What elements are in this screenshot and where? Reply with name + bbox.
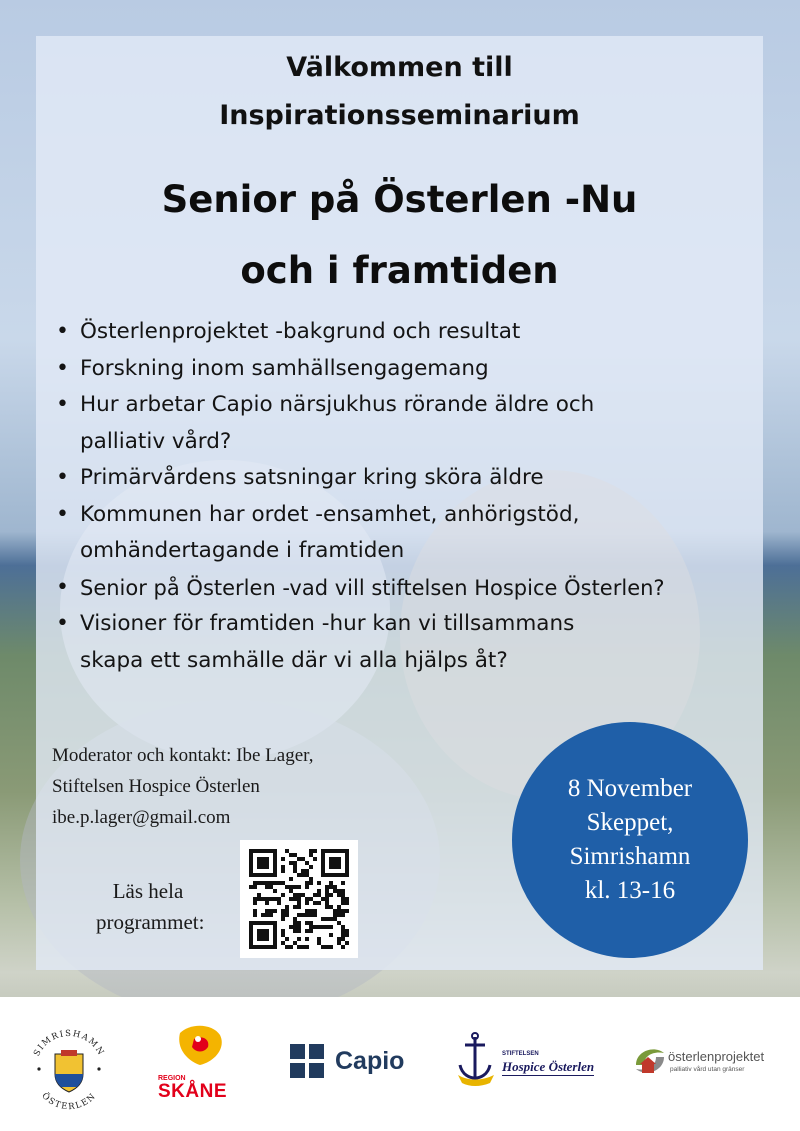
qr-module bbox=[289, 877, 293, 881]
qr-module bbox=[309, 881, 313, 885]
hospice-name-label: Hospice Österlen bbox=[502, 1059, 595, 1074]
qr-module bbox=[325, 945, 329, 949]
qr-module bbox=[345, 909, 349, 913]
qr-module bbox=[341, 881, 345, 885]
qr-module bbox=[305, 869, 309, 873]
qr-module bbox=[329, 933, 333, 937]
hospice-osterlen-logo bbox=[450, 1031, 610, 1091]
qr-module bbox=[329, 945, 333, 949]
qr-module bbox=[293, 905, 297, 909]
qr-module bbox=[293, 893, 297, 897]
qr-module bbox=[281, 881, 285, 885]
qr-module bbox=[297, 857, 301, 861]
qr-module bbox=[337, 941, 341, 945]
capio-label: Capio bbox=[335, 1047, 405, 1075]
qr-module bbox=[293, 921, 297, 925]
qr-label-line1: Läs hela bbox=[112, 879, 184, 903]
qr-module bbox=[289, 889, 293, 893]
qr-module bbox=[317, 901, 321, 905]
qr-module bbox=[257, 881, 261, 885]
simrishamn-seal-icon bbox=[24, 1024, 114, 1114]
qr-module bbox=[301, 869, 305, 873]
qr-module bbox=[257, 897, 261, 901]
qr-label bbox=[96, 876, 205, 938]
qr-module bbox=[285, 909, 289, 913]
qr-module bbox=[337, 893, 341, 897]
welcome-heading-line2: Inspirationsseminarium bbox=[219, 100, 580, 131]
qr-module bbox=[309, 921, 313, 925]
qr-module bbox=[341, 901, 345, 905]
qr-module bbox=[285, 885, 289, 889]
agenda-item-text-cont: palliativ vård? bbox=[80, 428, 232, 454]
contact-moderator: Moderator och kontakt: Ibe Lager, bbox=[52, 745, 314, 766]
qr-module bbox=[333, 917, 337, 921]
qr-module bbox=[293, 861, 297, 865]
qr-module bbox=[313, 913, 317, 917]
qr-module bbox=[273, 909, 277, 913]
qr-module bbox=[337, 913, 341, 917]
qr-module bbox=[297, 893, 301, 897]
qr-module bbox=[325, 893, 329, 897]
qr-module bbox=[285, 849, 289, 853]
qr-module bbox=[313, 901, 317, 905]
agenda-item-text: Österlenprojektet -bakgrund och resultat bbox=[80, 319, 521, 344]
qr-module bbox=[329, 905, 333, 909]
qr-module bbox=[269, 913, 273, 917]
agenda-item bbox=[50, 460, 760, 497]
title-line2: och i framtiden bbox=[240, 249, 559, 292]
osterlenprojektet-logo bbox=[630, 1041, 790, 1087]
qr-module bbox=[301, 913, 305, 917]
region-label: REGION bbox=[158, 1075, 186, 1082]
contact-block bbox=[52, 740, 313, 833]
agenda-item-text: Primärvårdens satsningar kring sköra äldre bbox=[80, 465, 544, 490]
qr-module bbox=[297, 921, 301, 925]
qr-module bbox=[317, 925, 321, 929]
qr-module bbox=[309, 853, 313, 857]
qr-code-graphic bbox=[240, 840, 358, 958]
qr-module bbox=[289, 853, 293, 857]
event-venue: Skeppet, bbox=[586, 809, 674, 836]
qr-module bbox=[341, 889, 345, 893]
qr-module bbox=[277, 881, 281, 885]
qr-module bbox=[333, 889, 337, 893]
qr-module bbox=[317, 893, 321, 897]
qr-module bbox=[297, 905, 301, 909]
qr-module bbox=[297, 873, 301, 877]
qr-module bbox=[333, 913, 337, 917]
title-line1: Senior på Österlen -Nu bbox=[161, 178, 638, 221]
qr-module bbox=[325, 917, 329, 921]
qr-module bbox=[269, 909, 273, 913]
qr-module bbox=[289, 925, 293, 929]
qr-module bbox=[253, 881, 257, 885]
qr-module bbox=[329, 885, 333, 889]
qr-module bbox=[305, 881, 309, 885]
qr-module bbox=[297, 885, 301, 889]
qr-module bbox=[305, 861, 309, 865]
qr-module bbox=[309, 877, 313, 881]
qr-module bbox=[337, 937, 341, 941]
welcome-heading-line1: Välkommen till bbox=[286, 52, 513, 83]
qr-module bbox=[305, 909, 309, 913]
qr-module bbox=[301, 857, 305, 861]
qr-module bbox=[297, 897, 301, 901]
qr-module bbox=[309, 849, 313, 853]
osterlen-tagline-label: palliativ vård utan gränser bbox=[670, 1066, 745, 1073]
agenda-list bbox=[50, 314, 760, 679]
hospice-foundation-label: STIFTELSEN bbox=[502, 1051, 539, 1057]
qr-module bbox=[297, 925, 301, 929]
anchor-icon bbox=[450, 1031, 500, 1089]
qr-module bbox=[325, 905, 329, 909]
region-skane-griffin-icon bbox=[150, 1025, 245, 1073]
qr-module bbox=[309, 925, 313, 929]
qr-module bbox=[305, 873, 309, 877]
qr-module bbox=[309, 865, 313, 869]
qr-module bbox=[285, 937, 289, 941]
simrishamn-logo bbox=[24, 1024, 114, 1114]
qr-module bbox=[345, 897, 349, 901]
qr-module bbox=[293, 869, 297, 873]
agenda-item bbox=[50, 351, 760, 388]
agenda-item-text: Kommunen har ordet -ensamhet, anhörigstöd, bbox=[80, 501, 580, 527]
qr-module bbox=[257, 893, 261, 897]
qr-module bbox=[321, 917, 325, 921]
capio-logo bbox=[290, 1044, 420, 1080]
qr-module bbox=[261, 897, 265, 901]
qr-module bbox=[265, 885, 269, 889]
qr-module bbox=[313, 925, 317, 929]
agenda-item bbox=[50, 387, 760, 460]
qr-module bbox=[329, 857, 341, 869]
qr-module bbox=[317, 941, 321, 945]
agenda-item bbox=[50, 570, 760, 607]
qr-module bbox=[285, 905, 289, 909]
qr-module bbox=[281, 909, 285, 913]
qr-module bbox=[329, 917, 333, 921]
qr-module bbox=[309, 897, 313, 901]
qr-module bbox=[293, 917, 297, 921]
qr-module bbox=[305, 897, 309, 901]
qr-module bbox=[329, 881, 333, 885]
qr-module bbox=[321, 945, 325, 949]
qr-module bbox=[265, 909, 269, 913]
qr-module bbox=[325, 897, 329, 901]
qr-module bbox=[337, 905, 341, 909]
agenda-item-text-cont: omhändertagande i framtiden bbox=[80, 538, 405, 563]
qr-module bbox=[341, 937, 345, 941]
qr-module bbox=[281, 933, 285, 937]
qr-module bbox=[281, 941, 285, 945]
qr-module bbox=[313, 909, 317, 913]
qr-module bbox=[289, 945, 293, 949]
qr-module bbox=[277, 901, 281, 905]
qr-module bbox=[297, 937, 301, 941]
qr-module bbox=[329, 925, 333, 929]
svg-text:ÖSTERLEN: ÖSTERLEN bbox=[39, 1091, 99, 1113]
qr-module bbox=[305, 885, 309, 889]
agenda-item bbox=[50, 497, 760, 570]
qr-module bbox=[257, 929, 269, 941]
event-city: Simrishamn bbox=[569, 843, 691, 870]
osterlen-name-label: österlenprojektet bbox=[668, 1049, 765, 1064]
qr-module bbox=[341, 897, 345, 901]
qr-module bbox=[281, 913, 285, 917]
qr-module bbox=[317, 881, 321, 885]
qr-module bbox=[301, 873, 305, 877]
capio-square-icon bbox=[290, 1044, 324, 1078]
qr-module bbox=[305, 929, 309, 933]
qr-module bbox=[297, 913, 301, 917]
qr-module bbox=[285, 913, 289, 917]
qr-module bbox=[337, 921, 341, 925]
qr-module bbox=[281, 917, 285, 921]
qr-module bbox=[293, 885, 297, 889]
svg-text:SIMRISHAMN: SIMRISHAMN bbox=[32, 1028, 106, 1059]
qr-module bbox=[253, 913, 257, 917]
region-skane-logo bbox=[150, 1025, 245, 1105]
qr-module bbox=[269, 897, 273, 901]
qr-module bbox=[325, 885, 329, 889]
qr-module bbox=[281, 857, 285, 861]
qr-module bbox=[337, 909, 341, 913]
qr-module bbox=[309, 909, 313, 913]
qr-module bbox=[281, 865, 285, 869]
qr-module bbox=[265, 881, 269, 885]
qr-module bbox=[305, 913, 309, 917]
qr-module bbox=[333, 885, 337, 889]
agenda-item-text: Senior på Österlen -vad vill stiftelsen Hospice Österlen? bbox=[80, 575, 665, 600]
qr-module bbox=[305, 921, 309, 925]
qr-module bbox=[265, 913, 269, 917]
qr-module bbox=[321, 925, 325, 929]
qr-module bbox=[329, 893, 333, 897]
agenda-item bbox=[50, 606, 760, 679]
agenda-item-text: Visioner för framtiden -hur kan vi tillsammans bbox=[80, 611, 575, 636]
qr-module bbox=[253, 885, 257, 889]
sponsor-footer bbox=[0, 997, 800, 1131]
qr-module bbox=[269, 885, 273, 889]
qr-module bbox=[341, 925, 345, 929]
osterlen-swirl-icon bbox=[630, 1041, 670, 1081]
qr-module bbox=[261, 881, 265, 885]
qr-module bbox=[269, 881, 273, 885]
qr-module bbox=[253, 901, 257, 905]
agenda-item-text: Hur arbetar Capio närsjukhus rörande äldre och bbox=[80, 392, 595, 417]
contact-email[interactable]: ibe.p.lager@gmail.com bbox=[52, 807, 231, 828]
event-info-circle bbox=[512, 722, 748, 958]
qr-module bbox=[305, 937, 309, 941]
qr-module bbox=[273, 881, 277, 885]
qr-module bbox=[345, 901, 349, 905]
qr-module bbox=[301, 893, 305, 897]
qr-module bbox=[293, 929, 297, 933]
qr-module bbox=[321, 897, 325, 901]
qr-module bbox=[285, 945, 289, 949]
qr-module bbox=[309, 929, 313, 933]
qr-module bbox=[345, 929, 349, 933]
qr-module bbox=[333, 909, 337, 913]
qr-module bbox=[257, 857, 269, 869]
qr-module bbox=[345, 933, 349, 937]
qr-module bbox=[293, 925, 297, 929]
qr-module bbox=[253, 909, 257, 913]
qr-module bbox=[289, 861, 293, 865]
qr-module bbox=[281, 929, 285, 933]
qr-module bbox=[293, 865, 297, 869]
qr-module bbox=[297, 901, 301, 905]
qr-module bbox=[265, 901, 269, 905]
qr-module bbox=[293, 853, 297, 857]
event-date: 8 November bbox=[567, 775, 693, 802]
qr-module bbox=[277, 897, 281, 901]
qr-module bbox=[313, 857, 317, 861]
contact-organization: Stiftelsen Hospice Österlen bbox=[52, 776, 260, 797]
qr-module bbox=[341, 929, 345, 933]
qr-module bbox=[273, 897, 277, 901]
qr-module bbox=[249, 885, 253, 889]
qr-module bbox=[273, 889, 277, 893]
qr-module bbox=[265, 897, 269, 901]
qr-module bbox=[305, 945, 309, 949]
qr-module bbox=[309, 913, 313, 917]
qr-module bbox=[281, 893, 285, 897]
qr-module bbox=[313, 849, 317, 853]
qr-code[interactable] bbox=[240, 840, 358, 958]
qr-module bbox=[297, 945, 301, 949]
qr-module bbox=[317, 889, 321, 893]
qr-module bbox=[341, 909, 345, 913]
qr-module bbox=[325, 901, 329, 905]
qr-module bbox=[301, 945, 305, 949]
qr-module bbox=[293, 941, 297, 945]
qr-module bbox=[313, 893, 317, 897]
qr-label-line2: programmet: bbox=[96, 910, 205, 934]
event-time: kl. 13-16 bbox=[584, 877, 676, 904]
qr-module bbox=[289, 897, 293, 901]
qr-module bbox=[289, 885, 293, 889]
qr-module bbox=[297, 929, 301, 933]
qr-module bbox=[293, 897, 297, 901]
qr-module bbox=[281, 869, 285, 873]
qr-module bbox=[325, 925, 329, 929]
qr-module bbox=[325, 889, 329, 893]
skane-label: SKÅNE bbox=[158, 1081, 228, 1102]
agenda-item bbox=[50, 314, 760, 351]
qr-module bbox=[345, 941, 349, 945]
qr-module bbox=[341, 913, 345, 917]
qr-module bbox=[341, 933, 345, 937]
agenda-item-text: Forskning inom samhällsengagemang bbox=[80, 355, 489, 381]
qr-module bbox=[337, 889, 341, 893]
qr-module bbox=[261, 913, 265, 917]
qr-module bbox=[305, 901, 309, 905]
qr-module bbox=[317, 937, 321, 941]
qr-module bbox=[341, 945, 345, 949]
qr-module bbox=[253, 897, 257, 901]
qr-module bbox=[341, 893, 345, 897]
agenda-item-text-cont: skapa ett samhälle där vi alla hjälps åt? bbox=[80, 647, 508, 673]
